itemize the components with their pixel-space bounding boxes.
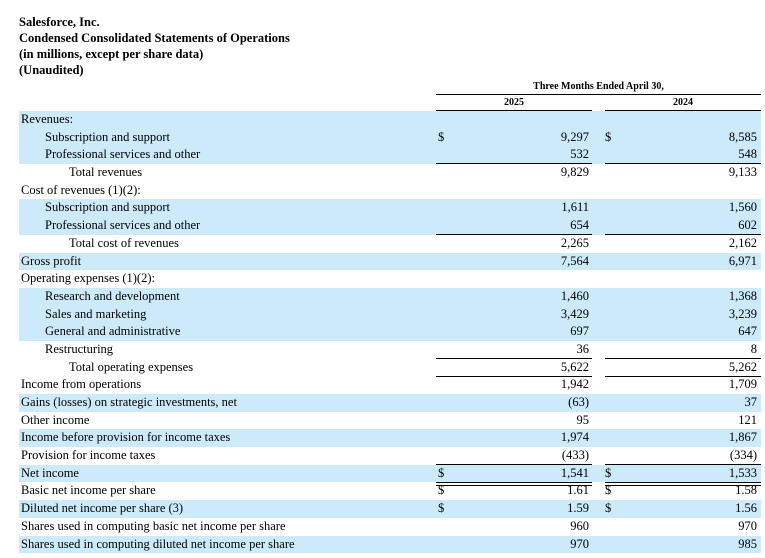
company-name: Salesforce, Inc. [19, 15, 100, 29]
value-2025: 970 [570, 536, 589, 551]
table-row [19, 447, 761, 465]
value-2025: 1.59 [567, 501, 589, 516]
row-label: Gains (losses) on strategic investments, net [21, 395, 237, 409]
table-row [19, 288, 761, 306]
value-2024: 1,560 [728, 200, 757, 215]
value-2025: (63) [568, 395, 589, 409]
value-2024: 5,262 [728, 359, 757, 374]
value-2024: 8,585 [728, 129, 757, 144]
value-2024: 970 [738, 518, 757, 533]
statement-title: Condensed Consolidated Statements of Operations [19, 31, 290, 45]
value-2024: 1.58 [735, 483, 757, 498]
table-row [19, 482, 761, 500]
table-row [19, 306, 761, 324]
value-2024: 1,867 [728, 430, 757, 445]
value-2025: 5,622 [560, 359, 589, 374]
row-label: Professional services and other [45, 218, 201, 233]
units-note: (in millions, except per share data) [19, 47, 204, 61]
table-row [19, 129, 761, 147]
row-label: Subscription and support [45, 200, 170, 215]
value-2025: 1,611 [561, 200, 589, 215]
table-row [19, 394, 761, 412]
row-label: Shares used in computing basic net income per share [21, 518, 286, 533]
row-label: Total operating expenses [69, 359, 194, 374]
row-label: Basic net income per share [21, 483, 156, 498]
table-row [19, 500, 761, 518]
value-2024: 6,971 [728, 253, 757, 268]
currency-symbol-2025: $ [438, 483, 445, 498]
value-2025: 1,541 [560, 465, 589, 480]
table-row [19, 111, 761, 129]
row-label: Gross profit [21, 253, 82, 268]
value-2024: 602 [738, 218, 757, 233]
year-2024-heading: 2024 [673, 97, 693, 108]
row-label: Revenues: [21, 112, 74, 126]
value-2025: 7,564 [560, 253, 589, 268]
value-2024: 2,162 [728, 235, 757, 250]
row-label: Total revenues [69, 165, 143, 180]
value-2024: 9,133 [728, 165, 757, 180]
row-label: General and administrative [45, 324, 181, 339]
table-row [19, 164, 761, 182]
statement-header [19, 14, 290, 78]
row-label: Provision for income taxes [21, 448, 156, 463]
currency-symbol-2024: $ [605, 501, 612, 516]
value-2025: 532 [570, 147, 589, 162]
table-row [19, 253, 761, 271]
value-2025: 1.61 [567, 483, 589, 498]
value-2025: 1,942 [560, 377, 589, 392]
table-row [19, 182, 761, 200]
table-row [19, 217, 761, 235]
table-row [19, 359, 761, 377]
currency-symbol-2025: $ [438, 129, 445, 144]
value-2025: 9,297 [560, 129, 589, 144]
table-row [19, 465, 761, 483]
row-label: Restructuring [45, 341, 114, 356]
row-label: Sales and marketing [45, 306, 147, 321]
table-row [19, 235, 761, 253]
value-2024: 647 [738, 324, 757, 339]
currency-symbol-2024: $ [605, 483, 612, 498]
value-2025: 654 [570, 218, 589, 233]
currency-symbol-2024: $ [605, 129, 612, 144]
row-label: Professional services and other [45, 147, 201, 162]
value-2025: 36 [576, 341, 589, 356]
period-heading: Three Months Ended April 30, [533, 81, 664, 92]
value-2025: 1,460 [560, 288, 589, 303]
table-row [19, 146, 761, 164]
currency-symbol-2024: $ [605, 465, 612, 480]
table-row [19, 536, 761, 554]
row-label: Income from operations [21, 377, 142, 392]
row-label: Income before provision for income taxes [21, 430, 231, 445]
value-2024: 8 [750, 341, 757, 356]
value-2024: 985 [738, 536, 757, 551]
statement-table [19, 111, 761, 553]
table-row [19, 199, 761, 217]
value-2024: 548 [738, 147, 757, 162]
value-2025: 697 [570, 324, 589, 339]
audit-note: (Unaudited) [19, 63, 84, 77]
value-2024: 3,239 [728, 306, 757, 321]
value-2024: 1,368 [728, 288, 757, 303]
value-2025: 3,429 [560, 306, 589, 321]
row-label: Net income [21, 465, 79, 480]
currency-symbol-2025: $ [438, 501, 445, 516]
row-label: Subscription and support [45, 129, 170, 144]
value-2025: (433) [561, 448, 589, 463]
table-row [19, 323, 761, 341]
row-label: Cost of revenues (1)(2): [21, 182, 141, 197]
value-2024: 37 [744, 395, 757, 409]
value-2024: 1,709 [728, 377, 757, 392]
year-2025-heading: 2025 [504, 97, 524, 108]
row-label: Research and development [45, 288, 180, 303]
value-2024: 1.56 [735, 501, 757, 516]
row-label: Diluted net income per share (3) [21, 501, 184, 516]
value-2025: 1,974 [560, 430, 589, 445]
row-label: Shares used in computing diluted net income per share [21, 536, 295, 551]
row-label: Other income [21, 412, 90, 427]
row-label: Operating expenses (1)(2): [21, 271, 155, 286]
value-2024: 121 [738, 412, 757, 427]
period-rule [436, 94, 761, 95]
row-label: Total cost of revenues [69, 235, 179, 250]
table-row [19, 518, 761, 536]
table-row [19, 429, 761, 447]
table-row [19, 270, 761, 288]
value-2025: 2,265 [560, 235, 589, 250]
value-2025: 9,829 [560, 165, 589, 180]
value-2024: (334) [729, 448, 757, 463]
table-row [19, 412, 761, 430]
table-row [19, 341, 761, 359]
table-row [19, 376, 761, 394]
currency-symbol-2025: $ [438, 465, 445, 480]
value-2025: 95 [576, 412, 589, 427]
value-2024: 1,533 [728, 465, 757, 480]
value-2025: 960 [570, 518, 589, 533]
